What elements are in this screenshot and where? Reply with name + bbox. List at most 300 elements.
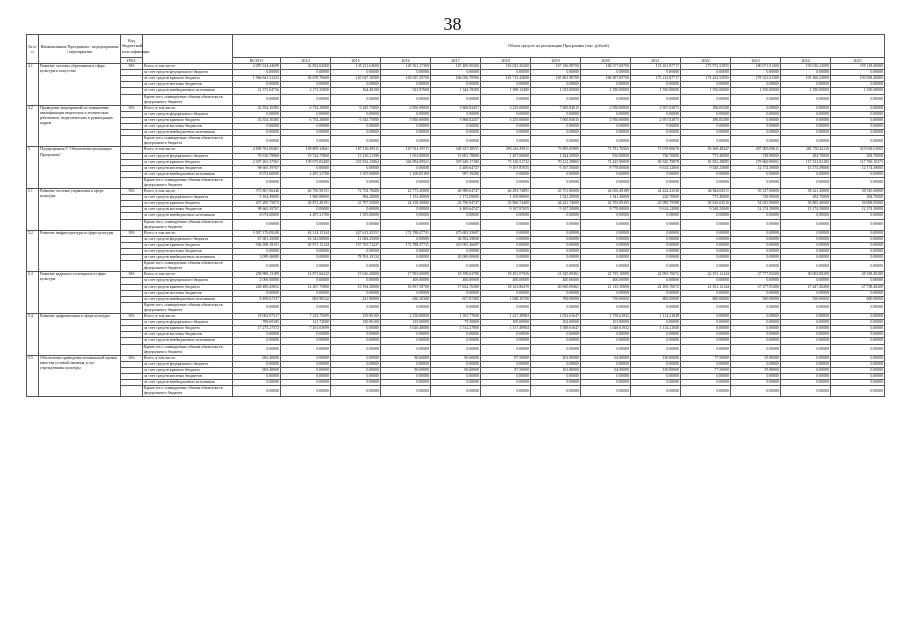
amount-cell: 175 972.52955 [681, 64, 731, 70]
amount-cell: 773.40000 [681, 195, 731, 201]
amount-cell: 0.00000 [581, 124, 631, 130]
amount-cell: 0.00000 [581, 302, 631, 313]
amount-cell: 0.00000 [831, 70, 885, 76]
amount-cell: 1 648.61932 [581, 326, 631, 332]
amount-cell: 0.00000 [781, 236, 831, 242]
amount-cell: 603.90542 [281, 296, 331, 302]
amount-cell: 50 816.04510 [681, 201, 731, 207]
amount-cell: 0.00000 [281, 255, 331, 261]
amount-cell: 0.00000 [381, 165, 431, 171]
amount-cell: 348 337.38551 [431, 147, 481, 153]
amount-cell: 0.00000 [431, 82, 481, 88]
funding-source: за счет средств федерального бюджета [143, 361, 233, 367]
amount-cell: 8 074.60000 [233, 171, 281, 177]
funding-source: за счет средств местных бюджетов [143, 124, 233, 130]
amount-cell: 172 788.47731 [381, 242, 431, 248]
amount-cell: 193 016.23000 [781, 64, 831, 70]
amount-cell: 0.00000 [631, 177, 681, 188]
amount-cell: 1 550.00000 [731, 88, 781, 94]
amount-cell: 3 856.90000 [381, 105, 431, 111]
amount-cell: 0.00000 [331, 367, 381, 373]
row-number: 5.2 [27, 230, 39, 272]
amount-cell: 44 050.49189 [581, 189, 631, 195]
amount-cell: 0.00000 [731, 136, 781, 147]
amount-cell: 1 344.19300 [431, 88, 481, 94]
amount-cell: 0.00000 [581, 213, 631, 219]
amount-cell: 21 135.10000 [581, 284, 631, 290]
amount-cell: 0.00000 [481, 171, 531, 177]
amount-cell: 0.00000 [681, 261, 731, 272]
funding-source: за счет средств краевого бюджета [143, 367, 233, 373]
amount-cell: 0.00000 [233, 290, 281, 296]
funding-source: Всего, в том числе: [143, 64, 233, 70]
amount-cell: 0.00000 [681, 278, 731, 284]
amount-cell: 750.00000 [581, 296, 631, 302]
amount-cell: 0.00000 [331, 70, 381, 76]
funding-source: за счет средств местных бюджетов [143, 373, 233, 379]
amount-cell: 27 738.40200 [831, 284, 885, 290]
amount-cell: 0.00000 [381, 213, 431, 219]
amount-cell: 0.00000 [731, 124, 781, 130]
funding-source: за счет средств внебюджетных источников [143, 130, 233, 136]
amount-cell: 0.00000 [631, 130, 681, 136]
amount-cell: 773.40000 [681, 153, 731, 159]
amount-cell: 0.00000 [281, 207, 331, 213]
amount-cell: 0.00000 [631, 361, 681, 367]
amount-cell: 0.00000 [831, 171, 885, 177]
amount-cell: 278 660.00001 [731, 159, 781, 165]
amount-cell: 195 118.46900 [831, 64, 885, 70]
amount-cell: 0.00000 [631, 124, 681, 130]
amount-cell: 0.00000 [731, 344, 781, 355]
amount-cell: 191 466.23000 [781, 76, 831, 82]
amount-cell: 90.60000 [431, 367, 481, 373]
funding-source: за счет средств федерального бюджета [143, 320, 233, 326]
amount-cell: 161 715.42800 [481, 76, 531, 82]
amount-cell: 0.00000 [581, 261, 631, 272]
amount-cell: 0.00000 [681, 373, 731, 379]
funding-source: за счет средств краевого бюджета [143, 242, 233, 248]
amount-cell: 0.00000 [731, 302, 781, 313]
amount-cell: 0.00000 [631, 320, 681, 326]
amount-cell: 3 868.82457 [431, 117, 481, 123]
amount-cell: 2 173.33900 [281, 88, 331, 94]
amount-cell: 284.70000 [781, 195, 831, 201]
funding-source: за счет средств краевого бюджета [143, 159, 233, 165]
amount-cell: 17 275.27572 [233, 326, 281, 332]
amount-cell: 0.00000 [281, 177, 331, 188]
header-year: ВСЕГО [233, 58, 281, 64]
amount-cell: 56 898.95000 [831, 201, 885, 207]
grbs-code [121, 344, 143, 355]
funding-source: Всего, в том числе: [143, 189, 233, 195]
amount-cell: 18 163.86470 [481, 284, 531, 290]
amount-cell: 1 750.61932 [581, 314, 631, 320]
amount-cell: 12 174.39000 [731, 207, 781, 213]
amount-cell: 101.80000 [581, 320, 631, 326]
amount-cell: 0.00000 [731, 242, 781, 248]
amount-cell: 1 497.06000 [481, 153, 531, 159]
amount-cell: 24 158.36800 [381, 201, 431, 207]
amount-cell: 0.00000 [831, 213, 885, 219]
funding-source: Кроме того, планируемые объемы обязательств федерального бюджета [143, 94, 233, 105]
grbs-code [121, 177, 143, 188]
amount-cell: 158 809.34661 [281, 147, 331, 153]
amount-cell: 0.00000 [381, 82, 431, 88]
amount-cell: 58 545.60000 [831, 189, 885, 195]
amount-cell: 319 618.01003 [831, 147, 885, 153]
funding-source: за счет средств федерального бюджета [143, 195, 233, 201]
amount-cell: 87.50000 [481, 355, 531, 361]
amount-cell: 0.00000 [731, 255, 781, 261]
amount-cell: 728.90000 [731, 153, 781, 159]
amount-cell: 90.60000 [381, 355, 431, 361]
amount-cell: 0.00000 [731, 117, 781, 123]
amount-cell: 457 289.75875 [233, 201, 281, 207]
amount-cell: 0.00000 [781, 105, 831, 111]
amount-cell: 0.00000 [481, 236, 531, 242]
amount-cell: 0.00000 [331, 338, 381, 344]
amount-cell: 0.00000 [731, 314, 781, 320]
amount-cell: 172 788.47731 [381, 230, 431, 236]
amount-cell: 800.00000 [681, 296, 731, 302]
header-year: 2021 [631, 58, 681, 64]
amount-cell: 636.20300 [381, 296, 431, 302]
grbs-code [121, 136, 143, 147]
amount-cell: 25 775.20000 [381, 189, 431, 195]
grbs-code [121, 219, 143, 230]
amount-cell: 0.00000 [781, 261, 831, 272]
amount-cell: 0.00000 [781, 219, 831, 230]
header-name: Наименование Программы / подпрограммы / мероприятия [39, 35, 121, 64]
amount-cell: 0.00000 [781, 314, 831, 320]
table-body [27, 64, 885, 397]
amount-cell: 1 133.40000 [381, 195, 431, 201]
row-number: 4.1 [27, 64, 39, 106]
amount-cell: 180 071.01300 [731, 64, 781, 70]
amount-cell: 2 000.00000 [233, 278, 281, 284]
amount-cell: 285 416.39911 [481, 147, 531, 153]
amount-cell: 150.96100 [331, 314, 381, 320]
amount-cell: 1 355.00000 [331, 213, 381, 219]
amount-cell: 247 613.35351 [331, 230, 381, 236]
grbs-code: 816 [121, 230, 143, 236]
amount-cell: 0.00000 [631, 136, 681, 147]
funding-source: за счет средств краевого бюджета [143, 326, 233, 332]
amount-cell: 0.00000 [681, 219, 731, 230]
amount-cell: 0.00000 [381, 380, 431, 386]
amount-cell: 0.00000 [233, 130, 281, 136]
amount-cell: 0.00000 [331, 355, 381, 361]
amount-cell: 62 314.15144 [281, 230, 331, 236]
amount-cell: 7 065.84015 [531, 117, 581, 123]
amount-cell: 0.00000 [331, 380, 381, 386]
funding-source: Всего, в том числе: [143, 314, 233, 320]
amount-cell: 21 351.12144 [681, 284, 731, 290]
amount-cell: 0.00000 [381, 255, 431, 261]
amount-cell: 130.00000 [631, 367, 681, 373]
amount-cell: 0.00000 [831, 290, 885, 296]
amount-cell: 0.00000 [281, 136, 331, 147]
amount-cell: 9 184.49000 [233, 195, 281, 201]
amount-cell: 400.00000 [531, 278, 581, 284]
amount-cell: 69 320.78878 [631, 159, 681, 165]
amount-cell: 0.00000 [731, 177, 781, 188]
amount-cell: 1 960.89000 [281, 195, 331, 201]
amount-cell: 0.00000 [631, 249, 681, 255]
amount-cell: 90.60000 [431, 355, 481, 361]
amount-cell: 2 957.02873 [631, 105, 681, 111]
amount-cell: 0.00000 [681, 94, 731, 105]
amount-cell: 0.00000 [681, 213, 731, 219]
amount-cell: 0.00000 [831, 344, 885, 355]
amount-cell: 22 993.76072 [631, 272, 681, 278]
amount-cell: 55.90000 [731, 355, 781, 361]
budget-table-container [26, 34, 884, 626]
amount-cell: 9 548.23000 [681, 207, 731, 213]
amount-cell: 0.00000 [331, 165, 381, 171]
amount-cell: 29 871.49191 [281, 201, 331, 207]
amount-cell: 475 683.55697 [431, 230, 481, 236]
amount-cell: 0.00000 [381, 338, 431, 344]
amount-cell: 12 174.39000 [831, 165, 885, 171]
amount-cell: 45 971.15144 [281, 242, 331, 248]
amount-cell: 0.00000 [581, 94, 631, 105]
amount-cell: 0.00000 [631, 70, 681, 76]
amount-cell: 0.00000 [481, 386, 531, 397]
amount-cell: 0.00000 [731, 70, 781, 76]
amount-cell: 0.00000 [381, 373, 431, 379]
funding-source: за счет средств внебюджетных источников [143, 88, 233, 94]
amount-cell: 0.00000 [281, 124, 331, 130]
amount-cell: 0.00000 [581, 236, 631, 242]
table-row [27, 386, 885, 397]
amount-cell: 0.00000 [731, 361, 781, 367]
amount-cell: 30 678.70600 [281, 76, 331, 82]
table-row [27, 261, 885, 272]
amount-cell: 997.39290 [431, 171, 481, 177]
amount-cell: 6 345.75000 [331, 105, 381, 111]
amount-cell: 9 167.50000 [531, 207, 581, 213]
amount-cell: 40 989.04747 [431, 189, 481, 195]
amount-cell: 0.00000 [581, 386, 631, 397]
amount-cell: 0.00000 [381, 136, 431, 147]
amount-cell: 0.00000 [831, 130, 885, 136]
amount-cell: 0.00000 [233, 332, 281, 338]
amount-cell: 0.00000 [831, 249, 885, 255]
amount-cell: 2 950.00000 [581, 105, 631, 111]
amount-cell: 0.00000 [431, 344, 481, 355]
amount-cell: 0.00000 [233, 344, 281, 355]
amount-cell: 71 078.80678 [631, 147, 681, 153]
amount-cell: 0.00000 [831, 111, 885, 117]
amount-cell: 0.00000 [481, 302, 531, 313]
amount-cell: 789.69185 [233, 320, 281, 326]
amount-cell: 1 048.10700 [481, 296, 531, 302]
amount-cell: 21 345.09461 [531, 272, 581, 278]
amount-cell: 16 957.39700 [381, 284, 431, 290]
row-number: 5.3 [27, 272, 39, 314]
amount-cell: 700.00000 [531, 296, 581, 302]
amount-cell: 0.00000 [281, 338, 331, 344]
amount-cell: 178 521.01300 [731, 76, 781, 82]
amount-cell: 0.00000 [581, 361, 631, 367]
amount-cell: 3 156.00000 [381, 314, 431, 320]
amount-cell: 0.00000 [831, 367, 885, 373]
amount-cell: 0.00000 [831, 255, 885, 261]
funding-source: Всего, в том числе: [143, 355, 233, 361]
amount-cell: 1 417.49984 [481, 314, 531, 320]
amount-cell: 101.80000 [531, 355, 581, 361]
amount-cell: 400.00000 [431, 278, 481, 284]
amount-cell: 573 867.06446 [233, 189, 281, 195]
amount-cell: 0.00000 [281, 70, 331, 76]
amount-cell: 2 950.00000 [581, 117, 631, 123]
amount-cell: 8 498.67337 [233, 296, 281, 302]
amount-cell: 193 568.46900 [831, 76, 885, 82]
funding-source: за счет средств местных бюджетов [143, 290, 233, 296]
amount-cell: 72 754.78400 [331, 189, 381, 195]
amount-cell: 3 255.60000 [481, 117, 531, 123]
amount-cell: 117 331.02183 [781, 159, 831, 165]
amount-cell: 600.00000 [831, 296, 885, 302]
amount-cell: 0.00000 [331, 332, 381, 338]
amount-cell: 6 754.20000 [281, 105, 331, 111]
amount-cell: 167 336.98700 [531, 64, 581, 70]
funding-source: за счет средств краевого бюджета [143, 284, 233, 290]
amount-cell: 0.00000 [233, 361, 281, 367]
grbs-code [121, 261, 143, 272]
funding-source: Кроме того, планируемые объемы обязательств федерального бюджета [143, 219, 233, 230]
measure-name: Развитие цифровизации в сфере культуры [39, 314, 121, 356]
header-funding: Объем средств на реализацию Программы (тыс. рублей) [233, 35, 885, 58]
amount-cell: 0.00000 [233, 124, 281, 130]
amount-cell: 0.00000 [233, 261, 281, 272]
amount-cell: 297 005.09011 [731, 147, 781, 153]
amount-cell: 165 801.98700 [531, 76, 581, 82]
amount-cell: 0.00000 [381, 332, 431, 338]
amount-cell: 0.00000 [331, 386, 381, 397]
amount-cell: 2 699 761.00401 [233, 147, 281, 153]
amount-cell: 0.00000 [531, 171, 581, 177]
amount-cell: 0.00000 [631, 302, 681, 313]
amount-cell: 0.00000 [281, 367, 331, 373]
amount-cell: 1 653.80000 [381, 153, 431, 159]
amount-cell: 0.00000 [281, 290, 331, 296]
amount-cell: 0.00000 [581, 82, 631, 88]
amount-cell: 15 194.30000 [331, 284, 381, 290]
amount-cell: 1 535.00000 [531, 88, 581, 94]
amount-cell: 54 025.99000 [731, 201, 781, 207]
funding-source: за счет средств федерального бюджета [143, 278, 233, 284]
amount-cell: 12 174.39000 [831, 207, 885, 213]
amount-cell: 0.00000 [331, 290, 381, 296]
amount-cell: 14 871.66342 [281, 272, 331, 278]
amount-cell: 83 368.48347 [681, 147, 731, 153]
amount-cell: 43 751.80000 [531, 189, 581, 195]
amount-cell: 0.00000 [581, 338, 631, 344]
measure-name: Обеспечение проведения независимой оценки качества условий оказания услуг учреждениями культуры [39, 355, 121, 397]
amount-cell: 42 703.89195 [581, 201, 631, 207]
funding-source: за счет средств местных бюджетов [143, 165, 233, 171]
funding-source: за счет средств краевого бюджета [143, 76, 233, 82]
amount-cell: 21 373.04756 [233, 88, 281, 94]
amount-cell: 1 341.40000 [581, 195, 631, 201]
amount-cell: 0.00000 [631, 332, 681, 338]
amount-cell: 0.00000 [331, 111, 381, 117]
amount-cell: 0.00000 [531, 124, 581, 130]
amount-cell: 0.00000 [431, 338, 481, 344]
grbs-code: 816 [121, 105, 143, 111]
amount-cell: 0.00000 [731, 326, 781, 332]
funding-source: за счет средств федерального бюджета [143, 70, 233, 76]
table-row [27, 76, 885, 82]
amount-cell: 7 161.03699 [281, 326, 331, 332]
amount-cell: 0.00000 [781, 278, 831, 284]
amount-cell: 44 441.74000 [531, 201, 581, 207]
amount-cell: 0.00000 [233, 219, 281, 230]
amount-cell: 253 832.23864 [331, 159, 381, 165]
amount-cell: 0.00000 [233, 380, 281, 386]
amount-cell: 0.00000 [281, 165, 331, 171]
amount-cell: 1 550.00000 [831, 88, 885, 94]
amount-cell: 0.00000 [531, 373, 581, 379]
header-year: 2018 [481, 58, 531, 64]
amount-cell: 0.00000 [731, 105, 781, 111]
amount-cell: 0.00000 [381, 236, 431, 242]
amount-cell: 0.00000 [481, 94, 531, 105]
amount-cell: 0.00000 [331, 219, 381, 230]
grbs-code: 816 [121, 189, 143, 195]
amount-cell: 0.00000 [731, 219, 781, 230]
amount-cell: 0.00000 [631, 230, 681, 236]
amount-cell: 500.00000 [731, 296, 781, 302]
amount-cell: 284.70000 [831, 195, 885, 201]
amount-cell: 43 998.79598 [631, 201, 681, 207]
amount-cell: 187 136.39511 [331, 147, 381, 153]
row-number: 5.1 [27, 189, 39, 231]
amount-cell: 0.00000 [331, 302, 381, 313]
amount-cell: 135.60000 [381, 320, 431, 326]
funding-source: Кроме того, планируемые объемы обязательств федерального бюджета [143, 302, 233, 313]
amount-cell: 1 512.27000 [431, 326, 481, 332]
amount-cell: 0.00000 [281, 261, 331, 272]
amount-cell: 0.00000 [681, 332, 731, 338]
header-source [143, 35, 233, 64]
amount-cell: 0.00000 [581, 219, 631, 230]
amount-cell: 0.00000 [531, 386, 581, 397]
amount-cell: 344 994.00921 [381, 159, 431, 165]
amount-cell: 0.00000 [831, 236, 885, 242]
amount-cell: 4 469.64747 [431, 207, 481, 213]
amount-cell: 6 345.75000 [331, 117, 381, 123]
amount-cell: 0.00000 [381, 94, 431, 105]
amount-cell: 0.00000 [531, 236, 581, 242]
amount-cell: 0.00000 [381, 386, 431, 397]
amount-cell: 0.00000 [281, 380, 331, 386]
amount-cell: 0.00000 [831, 386, 885, 397]
amount-cell: 3 099.46089 [233, 255, 281, 261]
amount-cell: 0.00000 [531, 255, 581, 261]
amount-cell: 0.00000 [781, 249, 831, 255]
amount-cell: 19 724.75860 [281, 153, 331, 159]
header-year: 2014 [281, 58, 331, 64]
header-grbs: ГРБС [121, 58, 143, 64]
amount-cell: 1 007 179.09240 [233, 230, 281, 236]
amount-cell: 22 351.12144 [681, 272, 731, 278]
amount-cell: 1 172.09000 [431, 195, 481, 201]
amount-cell: 173 212.87717 [631, 76, 681, 82]
